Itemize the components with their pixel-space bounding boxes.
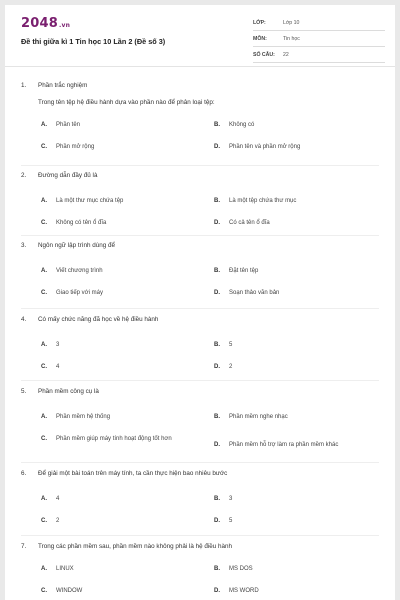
- divider: [21, 165, 379, 166]
- option-label: A.: [41, 566, 47, 573]
- option-label: B.: [214, 566, 220, 573]
- site-logo[interactable]: [21, 16, 70, 31]
- option-text: 3: [229, 496, 233, 503]
- option-d[interactable]: [214, 517, 384, 525]
- options-row: [21, 517, 381, 531]
- meta-row-question-count: [253, 47, 385, 63]
- option-c[interactable]: [41, 363, 196, 371]
- option-b[interactable]: [214, 565, 384, 573]
- options-row: [21, 435, 381, 457]
- question-number: 1.: [21, 82, 27, 89]
- question-4: [21, 316, 381, 377]
- option-label: C.: [41, 290, 47, 297]
- option-text: Có cả tên ổ đĩa: [229, 220, 270, 227]
- option-label: B.: [214, 342, 220, 349]
- option-label: D.: [214, 144, 220, 151]
- option-a[interactable]: [41, 197, 196, 205]
- meta-value: Tin học: [283, 35, 300, 42]
- question-number: 2.: [21, 172, 27, 179]
- option-label: B.: [214, 268, 220, 275]
- meta-key: SỐ CÂU:: [253, 51, 275, 58]
- exam-title: Đề thi giữa kì 1 Tin học 10 Lần 2 (Đề số 3): [21, 37, 166, 46]
- divider: [21, 535, 379, 536]
- options-row: [21, 363, 381, 377]
- question-stem: [21, 543, 381, 551]
- option-text: Phần mở rộng: [56, 144, 95, 151]
- option-label: D.: [214, 364, 220, 371]
- question-stem: [21, 172, 381, 180]
- question-number: 7.: [21, 543, 27, 550]
- option-a[interactable]: [41, 121, 196, 129]
- option-text: Là một tệp chứa thư mục: [229, 198, 297, 205]
- option-a[interactable]: [41, 341, 196, 349]
- options-row: [21, 565, 381, 579]
- option-d[interactable]: [214, 143, 384, 151]
- meta-value: Lớp 10: [283, 19, 300, 26]
- option-d[interactable]: [214, 587, 384, 595]
- option-label: A.: [41, 342, 47, 349]
- question-text: Phần mềm công cụ là: [38, 388, 99, 395]
- options-row: [21, 219, 381, 233]
- option-text: Phần mềm giúp máy tính hoạt động tốt hơn: [56, 436, 172, 443]
- option-label: C.: [41, 588, 47, 595]
- question-5: [21, 388, 381, 457]
- divider: [21, 308, 379, 309]
- option-label: C.: [41, 518, 47, 525]
- option-label: D.: [214, 442, 220, 449]
- option-text: 2: [229, 364, 233, 371]
- option-text: 4: [56, 496, 60, 503]
- option-c[interactable]: [41, 219, 196, 227]
- option-label: C.: [41, 144, 47, 151]
- option-c[interactable]: [41, 435, 181, 443]
- option-text: 4: [56, 364, 60, 371]
- question-number: 6.: [21, 470, 27, 477]
- option-text: MS WORD: [229, 588, 259, 595]
- options-row: [21, 587, 381, 600]
- option-text: WINDOW: [56, 588, 83, 595]
- option-c[interactable]: [41, 587, 196, 595]
- question-text: Để giải một bài toán trên máy tính, ta cần thực hiện bao nhiêu bước: [38, 470, 228, 477]
- option-text: MS DOS: [229, 566, 253, 573]
- option-b[interactable]: [214, 121, 384, 129]
- question-text: Ngôn ngữ lập trình dùng để: [38, 242, 116, 249]
- divider: [21, 462, 379, 463]
- question-stem: [21, 82, 381, 90]
- option-text: Phần mềm nghe nhạc: [229, 414, 288, 421]
- option-a[interactable]: [41, 495, 196, 503]
- option-a[interactable]: [41, 267, 196, 275]
- question-number: 3.: [21, 242, 27, 249]
- option-label: B.: [214, 414, 220, 421]
- option-text: Phần mềm hệ thống: [56, 414, 111, 421]
- option-text: 3: [56, 342, 60, 349]
- options-row: [21, 143, 381, 157]
- question-stem: [21, 388, 381, 396]
- option-text: Phần tên và phần mở rộng: [229, 144, 301, 151]
- option-c[interactable]: [41, 517, 196, 525]
- option-text: 5: [229, 342, 233, 349]
- question-6: [21, 470, 381, 531]
- option-label: A.: [41, 414, 47, 421]
- option-d[interactable]: [214, 441, 384, 449]
- option-text: Phần mềm hỗ trợ làm ra phần mềm khác: [229, 442, 339, 449]
- meta-row-class: [253, 15, 385, 31]
- option-b[interactable]: [214, 413, 384, 421]
- option-text: 5: [229, 518, 233, 525]
- exam-meta: [253, 15, 385, 63]
- option-label: A.: [41, 496, 47, 503]
- question-text: Phần trắc nghiệm: [38, 82, 88, 89]
- option-label: B.: [214, 122, 220, 129]
- option-text: Giao tiếp với máy: [56, 290, 103, 297]
- meta-row-subject: [253, 31, 385, 47]
- option-text: 2: [56, 518, 60, 525]
- question-text: Có mấy chức năng đã học về hệ điều hành: [38, 316, 159, 323]
- option-d[interactable]: [214, 363, 384, 371]
- divider: [21, 235, 379, 236]
- option-text: Phần tên: [56, 122, 81, 129]
- options-row: [21, 495, 381, 509]
- question-text: Trong các phần mềm sau, phần mềm nào không phải là hệ điều hành: [38, 543, 233, 550]
- option-label: D.: [214, 220, 220, 227]
- option-text: Là một thư mục chứa tệp: [56, 198, 124, 205]
- option-label: C.: [41, 436, 47, 443]
- option-a[interactable]: [41, 565, 196, 573]
- option-text: LINUX: [56, 566, 74, 573]
- option-label: A.: [41, 122, 47, 129]
- option-label: A.: [41, 198, 47, 205]
- meta-key: MÔN:: [253, 35, 267, 42]
- options-row: [21, 121, 381, 135]
- options-row: [21, 289, 381, 303]
- divider: [21, 380, 379, 381]
- option-d[interactable]: [214, 219, 384, 227]
- option-b[interactable]: [214, 341, 384, 349]
- option-label: C.: [41, 220, 47, 227]
- option-b[interactable]: [214, 197, 384, 205]
- question-number: 4.: [21, 316, 27, 323]
- logo-text: 2048: [21, 16, 58, 31]
- question-7: [21, 543, 381, 600]
- exam-header: [5, 5, 395, 67]
- question-1: [21, 82, 381, 157]
- exam-page: [5, 5, 395, 600]
- meta-value: 22: [283, 51, 289, 58]
- option-text: Đặt tên tệp: [229, 268, 259, 275]
- option-label: B.: [214, 496, 220, 503]
- option-text: Không có: [229, 122, 255, 129]
- question-stem: [21, 470, 381, 478]
- option-label: B.: [214, 198, 220, 205]
- option-a[interactable]: [41, 413, 196, 421]
- option-text: Viết chương trình: [56, 268, 103, 275]
- question-text: Đường dẫn đầy đủ là: [38, 172, 98, 179]
- question-number: 5.: [21, 388, 27, 395]
- question-3: [21, 242, 381, 303]
- option-label: D.: [214, 290, 220, 297]
- option-b[interactable]: [214, 495, 384, 503]
- option-label: C.: [41, 364, 47, 371]
- option-text: Không có tên ổ đĩa: [56, 220, 107, 227]
- option-label: A.: [41, 268, 47, 275]
- question-stem: [21, 242, 381, 250]
- option-c[interactable]: [41, 143, 196, 151]
- options-row: [21, 197, 381, 211]
- logo-suffix: .vn: [58, 22, 71, 29]
- question-2: [21, 172, 381, 233]
- option-c[interactable]: [41, 289, 196, 297]
- option-label: D.: [214, 518, 220, 525]
- options-row: [21, 267, 381, 281]
- question-stem: [21, 316, 381, 324]
- option-d[interactable]: [214, 289, 384, 297]
- question-subtext-row: [21, 99, 381, 107]
- option-label: D.: [214, 588, 220, 595]
- question-subtext: Trong tên tệp hệ điều hành dựa vào phần nào để phân loại tệp:: [38, 99, 215, 107]
- option-text: Soạn thảo văn bản: [229, 290, 280, 297]
- options-row: [21, 413, 381, 427]
- meta-key: LỚP:: [253, 19, 266, 26]
- option-b[interactable]: [214, 267, 384, 275]
- options-row: [21, 341, 381, 355]
